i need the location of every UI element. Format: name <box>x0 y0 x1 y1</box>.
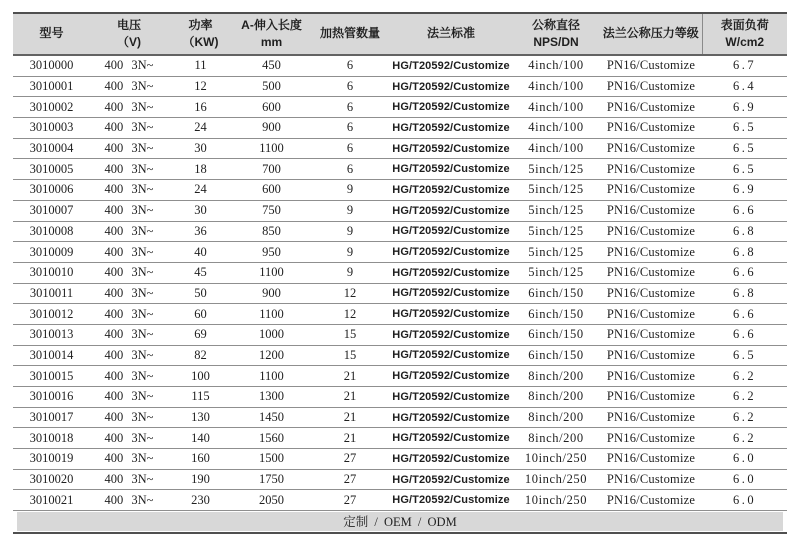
cell: 400 3N~ <box>90 283 168 304</box>
cell: 6 <box>310 118 390 139</box>
cell: 12 <box>168 76 233 97</box>
cell: 3010003 <box>13 118 90 139</box>
column-header-8: 法兰公称压力等级 <box>600 13 702 55</box>
cell: 3010020 <box>13 469 90 490</box>
cell: 6.9 <box>702 180 787 201</box>
cell: 1100 <box>233 304 310 325</box>
cell: 900 <box>233 283 310 304</box>
cell: 400 3N~ <box>90 55 168 76</box>
cell: HG/T20592/Customize <box>390 283 512 304</box>
footer-row <box>13 511 787 534</box>
table-row <box>13 118 787 139</box>
cell: 45 <box>168 262 233 283</box>
cell: 6.8 <box>702 221 787 242</box>
cell: 5inch/125 <box>512 262 600 283</box>
cell: 3010009 <box>13 242 90 263</box>
column-header-5: 加热管数量 <box>310 13 390 55</box>
cell: 10inch/250 <box>512 449 600 470</box>
cell: 9 <box>310 262 390 283</box>
cell: 6.5 <box>702 159 787 180</box>
cell: HG/T20592/Customize <box>390 55 512 76</box>
table-header <box>13 13 787 55</box>
cell: 8inch/200 <box>512 366 600 387</box>
cell: 3010004 <box>13 138 90 159</box>
cell: 6inch/150 <box>512 283 600 304</box>
cell: PN16/Customize <box>600 304 702 325</box>
cell: 9 <box>310 242 390 263</box>
cell: 9 <box>310 200 390 221</box>
cell: 400 3N~ <box>90 159 168 180</box>
cell: 36 <box>168 221 233 242</box>
cell: 9 <box>310 180 390 201</box>
cell: 3010005 <box>13 159 90 180</box>
table-row <box>13 221 787 242</box>
table-row <box>13 345 787 366</box>
cell: 750 <box>233 200 310 221</box>
cell: HG/T20592/Customize <box>390 449 512 470</box>
cell: 15 <box>310 324 390 345</box>
cell: 6.2 <box>702 387 787 408</box>
column-header-4: A-伸入长度 mm <box>233 13 310 55</box>
cell: 8inch/200 <box>512 407 600 428</box>
cell: 6inch/150 <box>512 304 600 325</box>
column-header-9: 表面负荷 W/cm2 <box>702 13 787 55</box>
cell: PN16/Customize <box>600 159 702 180</box>
cell: 400 3N~ <box>90 407 168 428</box>
cell: HG/T20592/Customize <box>390 97 512 118</box>
cell: 400 3N~ <box>90 118 168 139</box>
cell: 115 <box>168 387 233 408</box>
cell: 3010016 <box>13 387 90 408</box>
cell: 400 3N~ <box>90 304 168 325</box>
cell: 6inch/150 <box>512 345 600 366</box>
cell: 3010019 <box>13 449 90 470</box>
spec-table <box>13 12 787 534</box>
cell: 82 <box>168 345 233 366</box>
cell: 5inch/125 <box>512 200 600 221</box>
cell: 6.5 <box>702 138 787 159</box>
cell: 8inch/200 <box>512 428 600 449</box>
cell: 8inch/200 <box>512 387 600 408</box>
column-header-1: 型号 <box>13 13 90 55</box>
cell: 3010018 <box>13 428 90 449</box>
cell: PN16/Customize <box>600 242 702 263</box>
cell: 5inch/125 <box>512 221 600 242</box>
cell: HG/T20592/Customize <box>390 76 512 97</box>
column-header-2: 电压 （V) <box>90 13 168 55</box>
cell: 160 <box>168 449 233 470</box>
cell: 400 3N~ <box>90 469 168 490</box>
cell: 6.5 <box>702 345 787 366</box>
cell: 6.5 <box>702 118 787 139</box>
cell: HG/T20592/Customize <box>390 221 512 242</box>
cell: PN16/Customize <box>600 180 702 201</box>
cell: 3010010 <box>13 262 90 283</box>
cell: PN16/Customize <box>600 97 702 118</box>
cell: 21 <box>310 407 390 428</box>
cell: 450 <box>233 55 310 76</box>
cell: 1450 <box>233 407 310 428</box>
cell: PN16/Customize <box>600 366 702 387</box>
table-row <box>13 387 787 408</box>
cell: 27 <box>310 449 390 470</box>
cell: 400 3N~ <box>90 449 168 470</box>
cell: 230 <box>168 490 233 511</box>
cell: 15 <box>310 345 390 366</box>
table-row <box>13 304 787 325</box>
cell: 600 <box>233 180 310 201</box>
cell: 400 3N~ <box>90 387 168 408</box>
cell: 3010017 <box>13 407 90 428</box>
cell: 6.8 <box>702 283 787 304</box>
cell: 1750 <box>233 469 310 490</box>
cell: 1100 <box>233 138 310 159</box>
cell: 3010015 <box>13 366 90 387</box>
cell: 1100 <box>233 262 310 283</box>
table-footer <box>13 511 787 534</box>
cell: 600 <box>233 97 310 118</box>
cell: 12 <box>310 304 390 325</box>
cell: 6.6 <box>702 262 787 283</box>
cell: 6.4 <box>702 76 787 97</box>
cell: 40 <box>168 242 233 263</box>
cell: 1100 <box>233 366 310 387</box>
cell: PN16/Customize <box>600 221 702 242</box>
cell: HG/T20592/Customize <box>390 262 512 283</box>
cell: HG/T20592/Customize <box>390 387 512 408</box>
cell: 400 3N~ <box>90 490 168 511</box>
cell: 30 <box>168 138 233 159</box>
cell: 1300 <box>233 387 310 408</box>
cell: HG/T20592/Customize <box>390 200 512 221</box>
table-row <box>13 449 787 470</box>
table-row <box>13 242 787 263</box>
cell: 11 <box>168 55 233 76</box>
cell: PN16/Customize <box>600 118 702 139</box>
customization-footer: 定制 / OEM / ODM <box>17 512 783 531</box>
cell: HG/T20592/Customize <box>390 490 512 511</box>
cell: 18 <box>168 159 233 180</box>
cell: 6inch/150 <box>512 324 600 345</box>
cell: 6 <box>310 159 390 180</box>
cell: 21 <box>310 387 390 408</box>
cell: 21 <box>310 366 390 387</box>
cell: 30 <box>168 200 233 221</box>
cell: HG/T20592/Customize <box>390 407 512 428</box>
cell: PN16/Customize <box>600 449 702 470</box>
cell: 900 <box>233 118 310 139</box>
table-row <box>13 469 787 490</box>
cell: 400 3N~ <box>90 345 168 366</box>
cell: 10inch/250 <box>512 490 600 511</box>
cell: 6.2 <box>702 366 787 387</box>
cell: 1200 <box>233 345 310 366</box>
cell: PN16/Customize <box>600 469 702 490</box>
cell: 400 3N~ <box>90 97 168 118</box>
cell: 3010013 <box>13 324 90 345</box>
cell: 6 <box>310 138 390 159</box>
cell: 400 3N~ <box>90 180 168 201</box>
header-row <box>13 13 787 55</box>
cell: 10inch/250 <box>512 469 600 490</box>
cell: 400 3N~ <box>90 242 168 263</box>
cell: HG/T20592/Customize <box>390 159 512 180</box>
table-row <box>13 138 787 159</box>
cell: 3010006 <box>13 180 90 201</box>
cell: 1000 <box>233 324 310 345</box>
cell: HG/T20592/Customize <box>390 366 512 387</box>
cell: 130 <box>168 407 233 428</box>
cell: 4inch/100 <box>512 76 600 97</box>
cell: 6.0 <box>702 469 787 490</box>
cell: 6.2 <box>702 428 787 449</box>
cell: 21 <box>310 428 390 449</box>
cell: 3010000 <box>13 55 90 76</box>
cell: 400 3N~ <box>90 221 168 242</box>
table-row <box>13 97 787 118</box>
cell: PN16/Customize <box>600 55 702 76</box>
cell: 1500 <box>233 449 310 470</box>
cell: 6.9 <box>702 97 787 118</box>
cell: HG/T20592/Customize <box>390 428 512 449</box>
cell: PN16/Customize <box>600 324 702 345</box>
table-row <box>13 366 787 387</box>
cell: 140 <box>168 428 233 449</box>
cell: 700 <box>233 159 310 180</box>
column-header-3: 功率 （KW) <box>168 13 233 55</box>
table-row <box>13 76 787 97</box>
cell: 4inch/100 <box>512 97 600 118</box>
cell: 400 3N~ <box>90 366 168 387</box>
cell: 4inch/100 <box>512 118 600 139</box>
cell: 500 <box>233 76 310 97</box>
cell: 2050 <box>233 490 310 511</box>
cell: 6.7 <box>702 55 787 76</box>
cell: 850 <box>233 221 310 242</box>
cell: HG/T20592/Customize <box>390 345 512 366</box>
cell: 6 <box>310 76 390 97</box>
table-row <box>13 324 787 345</box>
table-row <box>13 283 787 304</box>
cell: 50 <box>168 283 233 304</box>
table-row <box>13 407 787 428</box>
cell: 24 <box>168 118 233 139</box>
cell: PN16/Customize <box>600 428 702 449</box>
cell: 5inch/125 <box>512 180 600 201</box>
cell: 3010008 <box>13 221 90 242</box>
cell: 5inch/125 <box>512 159 600 180</box>
cell: 3010011 <box>13 283 90 304</box>
table-row <box>13 180 787 201</box>
cell: 69 <box>168 324 233 345</box>
cell: 3010002 <box>13 97 90 118</box>
cell: 400 3N~ <box>90 428 168 449</box>
cell: 12 <box>310 283 390 304</box>
cell: 190 <box>168 469 233 490</box>
cell: 3010001 <box>13 76 90 97</box>
cell: 4inch/100 <box>512 55 600 76</box>
cell: HG/T20592/Customize <box>390 118 512 139</box>
cell: 6.2 <box>702 407 787 428</box>
cell: 27 <box>310 469 390 490</box>
table-row <box>13 55 787 76</box>
cell: PN16/Customize <box>600 138 702 159</box>
cell: HG/T20592/Customize <box>390 242 512 263</box>
cell: 3010021 <box>13 490 90 511</box>
cell: 6.6 <box>702 324 787 345</box>
cell: HG/T20592/Customize <box>390 469 512 490</box>
cell: PN16/Customize <box>600 283 702 304</box>
cell: 24 <box>168 180 233 201</box>
column-header-6: 法兰标准 <box>390 13 512 55</box>
cell: HG/T20592/Customize <box>390 180 512 201</box>
cell: 950 <box>233 242 310 263</box>
table-body <box>13 55 787 511</box>
cell: 400 3N~ <box>90 200 168 221</box>
cell: 3010014 <box>13 345 90 366</box>
table-row <box>13 262 787 283</box>
cell: 27 <box>310 490 390 511</box>
cell: 3010012 <box>13 304 90 325</box>
column-header-7: 公称直径 NPS/DN <box>512 13 600 55</box>
cell: 400 3N~ <box>90 324 168 345</box>
cell: 9 <box>310 221 390 242</box>
cell: 3010007 <box>13 200 90 221</box>
cell: PN16/Customize <box>600 262 702 283</box>
cell: 6.6 <box>702 200 787 221</box>
cell: 4inch/100 <box>512 138 600 159</box>
cell: PN16/Customize <box>600 407 702 428</box>
cell: 6 <box>310 55 390 76</box>
cell: HG/T20592/Customize <box>390 324 512 345</box>
cell: 6.0 <box>702 490 787 511</box>
cell: 6.0 <box>702 449 787 470</box>
cell: 100 <box>168 366 233 387</box>
cell: PN16/Customize <box>600 490 702 511</box>
table-row <box>13 200 787 221</box>
cell: PN16/Customize <box>600 387 702 408</box>
cell: 400 3N~ <box>90 262 168 283</box>
cell: 400 3N~ <box>90 76 168 97</box>
cell: 6 <box>310 97 390 118</box>
table-row <box>13 159 787 180</box>
cell: 400 3N~ <box>90 138 168 159</box>
table-row <box>13 428 787 449</box>
table-row <box>13 490 787 511</box>
cell: 5inch/125 <box>512 242 600 263</box>
cell: 6.8 <box>702 242 787 263</box>
cell: HG/T20592/Customize <box>390 304 512 325</box>
cell: 60 <box>168 304 233 325</box>
cell: 1560 <box>233 428 310 449</box>
cell: 16 <box>168 97 233 118</box>
cell: HG/T20592/Customize <box>390 138 512 159</box>
cell: 6.6 <box>702 304 787 325</box>
cell: PN16/Customize <box>600 200 702 221</box>
cell: PN16/Customize <box>600 345 702 366</box>
cell: PN16/Customize <box>600 76 702 97</box>
